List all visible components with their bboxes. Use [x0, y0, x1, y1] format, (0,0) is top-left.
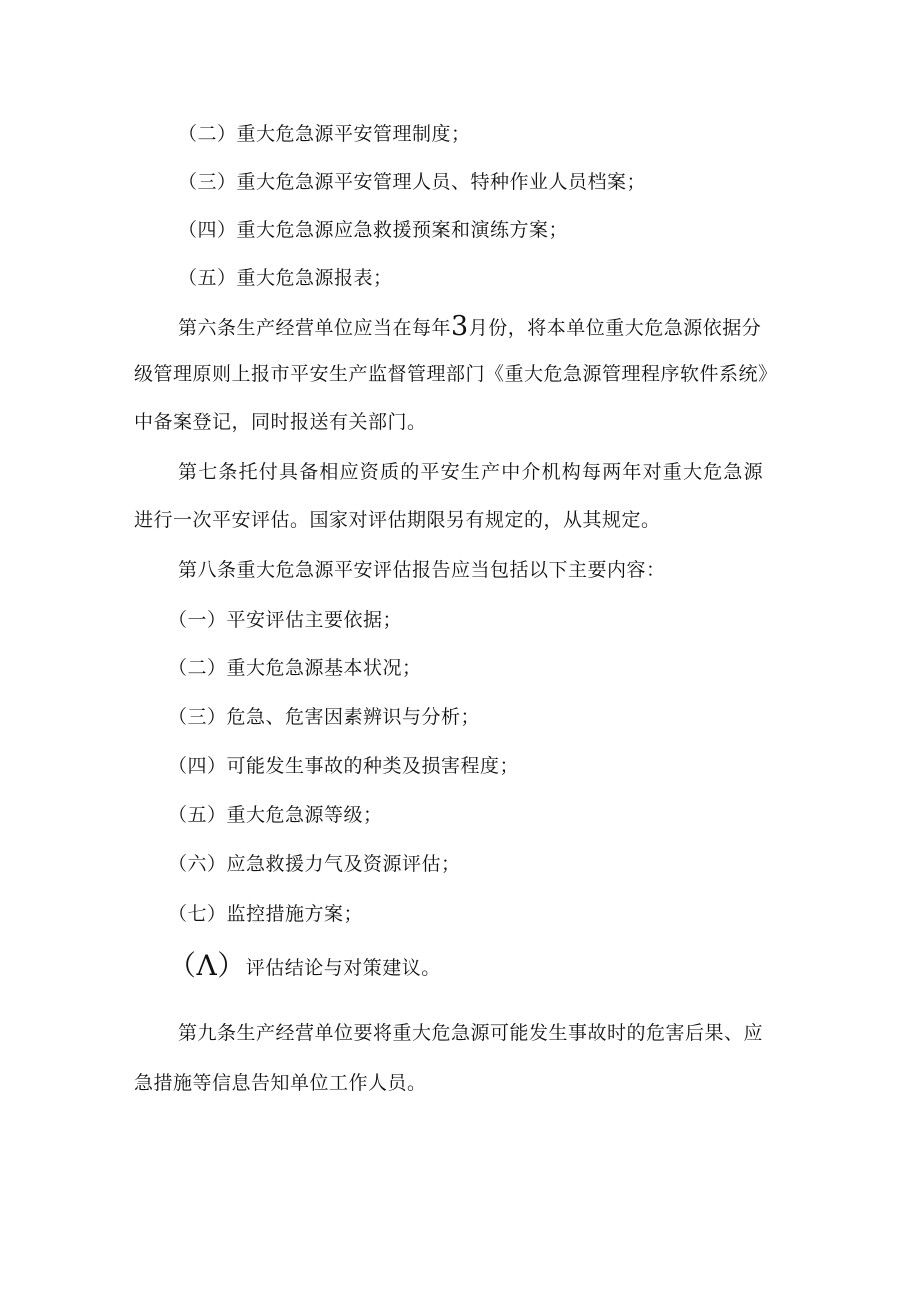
article-8-item-1: （一）平安评估主要依据；	[168, 609, 403, 631]
article-6-line-3: 中备案登记，同时报送有关部门。	[134, 411, 427, 433]
article-6-suffix: 月份，将本单位重大危急源依据分	[468, 317, 762, 339]
article-8-item-8	[168, 949, 441, 982]
article-8-item-5: （五）重大危急源等级；	[168, 804, 383, 826]
article-8-item-2: （二）重大危急源基本状况；	[168, 657, 422, 679]
article-6-month-number: 3	[451, 311, 469, 342]
article-8-item-3: （三）危急、危害因素辨识与分析；	[168, 706, 481, 728]
item-5-report-forms: （五）重大危急源报表；	[178, 267, 393, 289]
article-6-line-1	[178, 311, 762, 342]
article-7-line-1: 第七条托付具备相应资质的平安生产中介机构每两年对重大危急源	[178, 461, 764, 483]
article-8-item-6: （六）应急救援力气及资源评估；	[168, 853, 461, 875]
article-8-item-4: （四）可能发生事故的种类及损害程度；	[168, 755, 520, 777]
article-7-line-2: 进行一次平安评估。国家对评估期限另有规定的，从其规定。	[134, 509, 661, 531]
item-3-personnel-files: （三）重大危急源平安管理人员、特种作业人员档案；	[178, 171, 647, 193]
article-8-item-7: （七）监控措施方案；	[168, 903, 364, 925]
article-8-item-8-marker: （Λ）	[168, 949, 246, 982]
item-2-management-system: （二）重大危急源平安管理制度；	[178, 123, 471, 145]
article-8-item-8-text: 评估结论与对策建议。	[245, 957, 441, 979]
article-8-intro: 第八条重大危急源平安评估报告应当包括以下主要内容：	[178, 559, 666, 581]
article-6-prefix: 第六条生产经营单位应当在每年	[178, 317, 452, 339]
article-6-line-2: 级管理原则上报市平安生产监督管理部门《重大危急源管理程序软件系统》	[134, 363, 778, 385]
article-9-line-2: 急措施等信息告知单位工作人员。	[134, 1072, 427, 1094]
article-9-line-1: 第九条生产经营单位要将重大危急源可能发生事故时的危害后果、应	[178, 1022, 764, 1044]
item-4-emergency-plan: （四）重大危急源应急救援预案和演练方案；	[178, 219, 569, 241]
